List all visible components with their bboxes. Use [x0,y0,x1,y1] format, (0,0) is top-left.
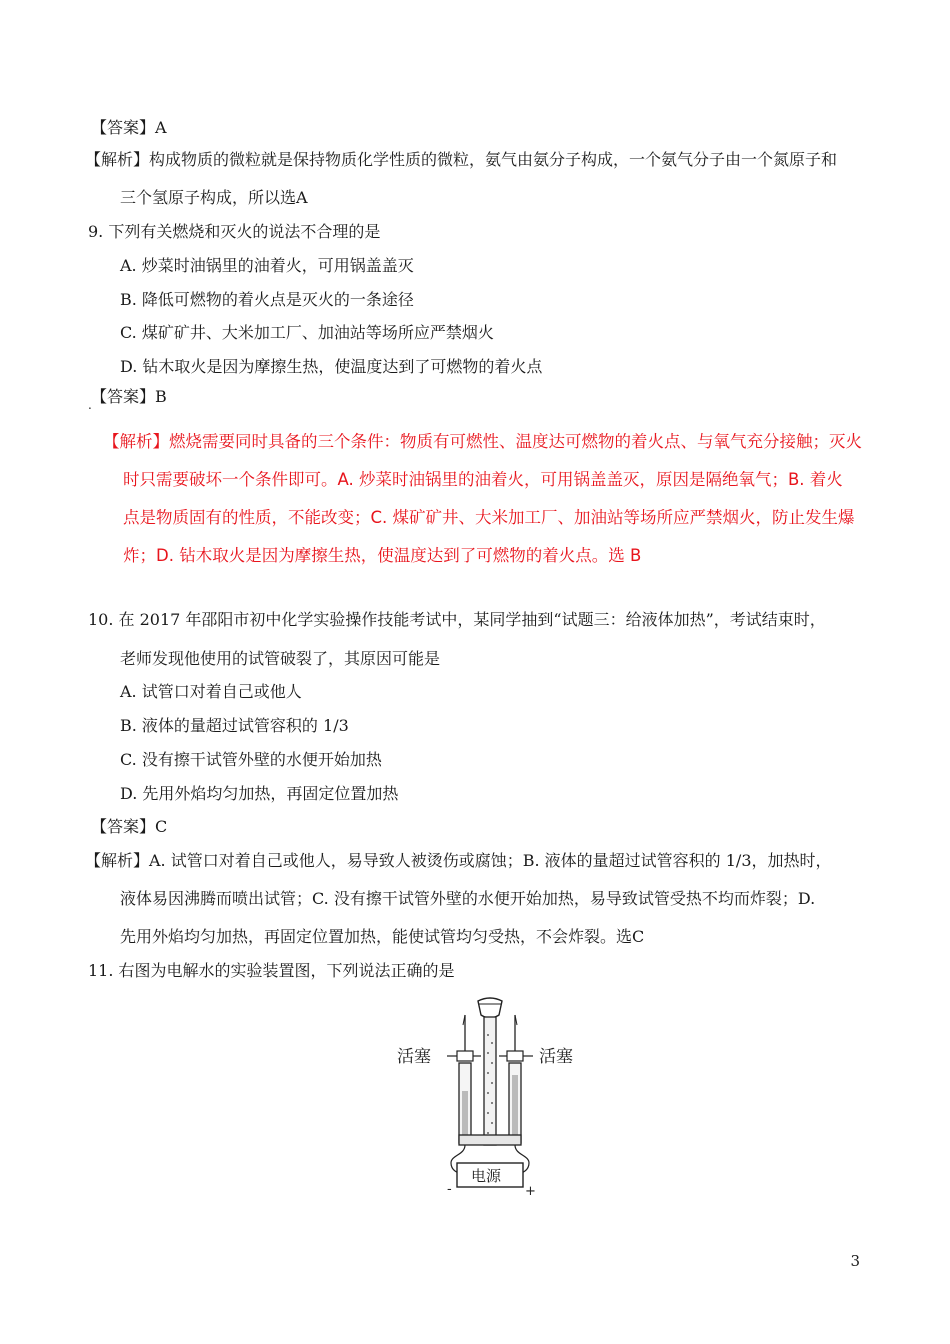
page-number: 3 [850,1252,860,1270]
question-9-option-d: D. 钻木取火是因为摩擦生热，使温度达到了可燃物的着火点 [120,357,543,376]
left-stopcock [457,1051,473,1061]
middle-tube [484,1017,496,1145]
question-10-option-d: D. 先用外焰均匀加热，再固定位置加热 [120,784,399,803]
answer-9: 【答案】B [91,387,167,406]
connecting-tube [459,1135,521,1145]
question-10-option-a: A. 试管口对着自己或他人 [120,682,302,701]
explanation-9-line1: 【解析】燃烧需要同时具备的三个条件：物质有可燃性、温度达可燃物的着火点、与氧气充分接触；灭火 [103,432,862,451]
question-10-stem-line1: 10. 在 2017 年邵阳市初中化学实验操作技能考试中，某同学抽到“试题三：给液体加热”，考试结束时， [88,610,826,629]
stray-mark: . [88,398,92,412]
electrolysis-apparatus-figure [395,995,605,1197]
explanation-8-line1: 【解析】构成物质的微粒就是保持物质化学性质的微粒，氨气由氨分子构成，一个氨气分子由一个氮原子和 [85,150,838,169]
question-9-option-c: C. 煤矿矿井、大米加工厂、加油站等场所应严禁烟火 [120,323,494,342]
explanation-9-line2: 时只需要破坏一个条件即可。A. 炒菜时油锅里的油着火，可用锅盖盖灭，原因是隔绝氧气；B. 着火 [123,470,843,489]
question-9-option-b: B. 降低可燃物的着火点是灭火的一条途径 [120,290,414,309]
reservoir-bulb [478,998,502,1018]
right-stopcock-label: 活塞 [539,1047,573,1067]
plus-sign: + [525,1184,536,1197]
answer-8: 【答案】A [91,118,167,137]
explanation-9-line4: 炸；D. 钻木取火是因为摩擦生热，使温度达到了可燃物的着火点。选 B [123,546,642,565]
right-stopcock [507,1051,523,1061]
explanation-10-line2: 液体易因沸腾而喷出试管；C. 没有擦干试管外壁的水便开始加热，易导致试管受热不均而炸裂；D. [120,889,816,908]
explanation-10-line1: 【解析】A. 试管口对着自己或他人，易导致人被烫伤或腐蚀；B. 液体的量超过试管容积的 1/3，加热时， [85,851,832,870]
answer-10: 【答案】C [91,817,168,836]
explanation-10-line3: 先用外焰均匀加热，再固定位置加热，能使试管均匀受热，不会炸裂。选C [120,927,645,946]
minus-sign: - [447,1182,452,1197]
explanation-8-line2: 三个氢原子构成，所以选A [120,188,308,207]
question-9-stem: 9. 下列有关燃烧和灭火的说法不合理的是 [88,222,381,241]
explanation-9-line3: 点是物质固有的性质，不能改变；C. 煤矿矿井、大米加工厂、加油站等场所应严禁烟火，防止发生爆 [123,508,855,527]
left-stopcock-label: 活塞 [397,1047,431,1067]
power-supply-label: 电源 [471,1167,502,1185]
question-11-stem: 11. 右图为电解水的实验装置图，下列说法正确的是 [88,961,455,980]
question-10-stem-line2: 老师发现他使用的试管破裂了，其原因可能是 [120,649,441,668]
question-10-option-b: B. 液体的量超过试管容积的 1/3 [120,716,349,735]
question-9-option-a: A. 炒菜时油锅里的油着火，可用锅盖盖灭 [120,256,414,275]
question-10-option-c: C. 没有擦干试管外壁的水便开始加热 [120,750,382,769]
